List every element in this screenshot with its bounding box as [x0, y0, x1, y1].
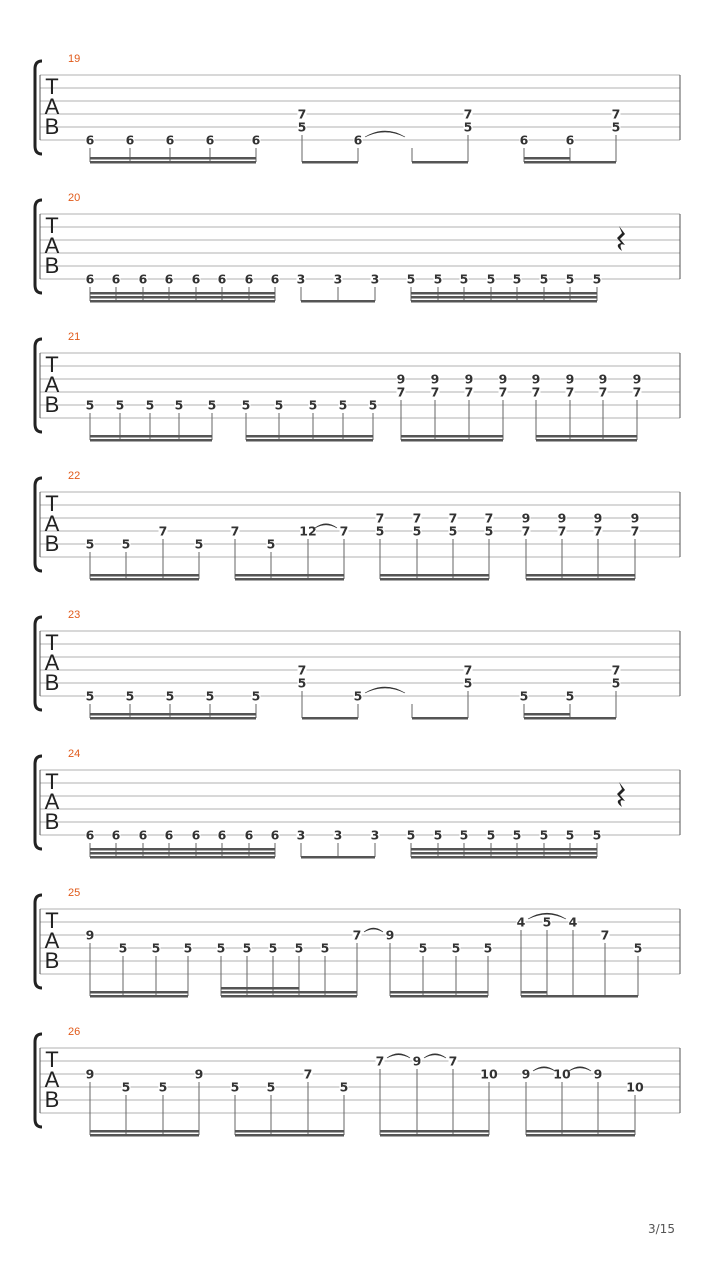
tab-system [35, 609, 680, 720]
fret-number: 5 [448, 523, 458, 539]
tab-clef-letter: B [44, 670, 60, 695]
beam [90, 161, 256, 164]
beam [536, 439, 637, 442]
fret-number: 9 [85, 1066, 95, 1082]
beam [235, 574, 344, 577]
fret-number: 9 [521, 1066, 531, 1082]
fret-number: 5 [230, 1079, 240, 1095]
beam [90, 995, 188, 998]
beam [524, 157, 570, 160]
fret-number: 5 [542, 914, 552, 930]
fret-number: 9 [385, 927, 395, 943]
fret-number: 5 [125, 688, 135, 704]
fret-number: 7 [430, 384, 440, 400]
beam [412, 717, 468, 720]
fret-number: 5 [115, 397, 125, 413]
fret-number: 6 [191, 271, 201, 287]
fret-number: 5 [297, 119, 307, 135]
fret-number: 6 [191, 827, 201, 843]
measure-number: 19 [68, 53, 81, 65]
tie-arc [569, 1067, 591, 1071]
beam [221, 995, 357, 998]
fret-number: 5 [512, 271, 522, 287]
measure-number: 25 [68, 887, 81, 899]
fret-number: 3 [333, 271, 343, 287]
beam [390, 995, 488, 998]
fret-number: 5 [353, 688, 363, 704]
fret-number: 3 [296, 271, 306, 287]
beam [90, 157, 256, 160]
fret-number: 5 [242, 940, 252, 956]
fret-number: 6 [270, 827, 280, 843]
fret-number: 6 [164, 827, 174, 843]
fret-number: 5 [512, 827, 522, 843]
fret-number: 6 [353, 132, 363, 148]
tie-arc [387, 1054, 410, 1058]
fret-number: 3 [370, 271, 380, 287]
fret-number: 5 [85, 397, 95, 413]
beam [521, 991, 547, 994]
measure-number: 23 [68, 609, 81, 621]
fret-number: 5 [611, 675, 621, 691]
fret-number: 5 [266, 1079, 276, 1095]
fret-number: 7 [484, 510, 494, 526]
fret-number: 7 [464, 384, 474, 400]
tab-clef-letter: T [45, 352, 59, 377]
fret-number: 5 [539, 271, 549, 287]
tab-clef-letter: T [45, 1047, 59, 1072]
fret-number: 5 [483, 940, 493, 956]
fret-number: 5 [205, 688, 215, 704]
tie-arc [533, 1067, 555, 1071]
tab-system [35, 748, 680, 859]
fret-number: 7 [598, 384, 608, 400]
beam [302, 717, 358, 720]
beam [90, 991, 188, 994]
tab-clef-letter: A [44, 511, 60, 536]
fret-number: 7 [611, 106, 621, 122]
measure-number: 26 [68, 1026, 81, 1038]
fret-number: 5 [320, 940, 330, 956]
fret-number: 5 [406, 827, 416, 843]
fret-number: 5 [251, 688, 261, 704]
fret-number: 6 [270, 271, 280, 287]
tab-system [35, 53, 680, 164]
fret-number: 6 [85, 271, 95, 287]
beam [411, 300, 597, 303]
beam [524, 713, 570, 716]
fret-number: 7 [303, 1066, 313, 1082]
beam [412, 161, 468, 164]
beam [90, 1130, 199, 1133]
beam [526, 574, 635, 577]
fret-number: 6 [217, 271, 227, 287]
fret-number: 9 [521, 510, 531, 526]
fret-number: 7 [297, 662, 307, 678]
tab-clef-letter: A [44, 650, 60, 675]
fret-number: 7 [463, 106, 473, 122]
fret-number: 5 [274, 397, 284, 413]
fret-number: 7 [352, 927, 362, 943]
fret-number: 7 [557, 523, 567, 539]
fret-number: 4 [568, 914, 578, 930]
fret-number: 7 [630, 523, 640, 539]
fret-number: 5 [207, 397, 217, 413]
fret-number: 7 [521, 523, 531, 539]
beam [526, 578, 635, 581]
fret-number: 5 [486, 271, 496, 287]
tab-clef-letter: T [45, 630, 59, 655]
fret-number: 5 [484, 523, 494, 539]
fret-number: 5 [268, 940, 278, 956]
fret-number: 6 [85, 132, 95, 148]
fret-number: 5 [433, 271, 443, 287]
beam [526, 1134, 635, 1137]
fret-number: 5 [158, 1079, 168, 1095]
fret-number: 7 [531, 384, 541, 400]
tab-clef-letter: B [44, 114, 60, 139]
fret-number: 9 [632, 371, 642, 387]
beam [524, 717, 616, 720]
tab-clef-letter: T [45, 213, 59, 238]
fret-number: 5 [406, 271, 416, 287]
fret-number: 5 [592, 271, 602, 287]
beam [380, 574, 489, 577]
fret-number: 6 [85, 827, 95, 843]
beam [246, 439, 373, 442]
beam [411, 848, 597, 851]
beam [302, 161, 358, 164]
beam [221, 987, 299, 990]
tab-system [35, 887, 680, 998]
tab-clef-letter: B [44, 531, 60, 556]
beam [524, 161, 616, 164]
fret-number: 3 [296, 827, 306, 843]
fret-number: 4 [516, 914, 526, 930]
tab-clef-letter: A [44, 233, 60, 258]
fret-number: 5 [151, 940, 161, 956]
tab-system [35, 331, 680, 442]
tie-arc [365, 687, 405, 693]
fret-number: 5 [592, 827, 602, 843]
fret-number: 6 [138, 827, 148, 843]
tab-clef-letter: A [44, 1067, 60, 1092]
fret-number: 5 [459, 271, 469, 287]
fret-number: 5 [216, 940, 226, 956]
tab-clef-letter: T [45, 74, 59, 99]
fret-number: 9 [85, 927, 95, 943]
beam [411, 852, 597, 855]
beam [380, 1130, 489, 1133]
fret-number: 9 [396, 371, 406, 387]
fret-number: 7 [412, 510, 422, 526]
fret-number: 9 [565, 371, 575, 387]
fret-number: 3 [333, 827, 343, 843]
fret-number: 9 [412, 1053, 422, 1069]
fret-number: 6 [138, 271, 148, 287]
fret-number: 5 [194, 536, 204, 552]
tab-clef-letter: T [45, 491, 59, 516]
beam [90, 856, 275, 859]
fret-number: 9 [430, 371, 440, 387]
fret-number: 5 [565, 688, 575, 704]
fret-number: 7 [600, 927, 610, 943]
fret-number: 5 [368, 397, 378, 413]
measure-number: 22 [68, 470, 81, 482]
fret-number: 7 [463, 662, 473, 678]
fret-number: 5 [297, 675, 307, 691]
fret-number: 7 [565, 384, 575, 400]
beam [90, 574, 199, 577]
fret-number: 5 [85, 688, 95, 704]
fret-number: 9 [598, 371, 608, 387]
fret-number: 9 [593, 1066, 603, 1082]
fret-number: 12 [299, 523, 317, 539]
fret-number: 5 [145, 397, 155, 413]
fret-number: 5 [611, 119, 621, 135]
tab-clef-letter: B [44, 809, 60, 834]
fret-number: 5 [85, 536, 95, 552]
page-number: 3/15 [648, 1222, 675, 1236]
beam [90, 439, 212, 442]
tab-clef-letter: B [44, 948, 60, 973]
fret-number: 5 [418, 940, 428, 956]
fret-number: 5 [633, 940, 643, 956]
fret-number: 5 [451, 940, 461, 956]
beam [90, 292, 275, 295]
fret-number: 5 [565, 271, 575, 287]
tab-clef-letter: T [45, 769, 59, 794]
fret-number: 7 [230, 523, 240, 539]
beam [536, 435, 637, 438]
tab-system [35, 470, 680, 581]
fret-number: 6 [125, 132, 135, 148]
fret-number: 5 [486, 827, 496, 843]
quarter-rest [617, 226, 625, 251]
fret-number: 9 [557, 510, 567, 526]
fret-number: 5 [463, 675, 473, 691]
tie-arc [365, 131, 405, 137]
fret-number: 6 [111, 271, 121, 287]
fret-number: 10 [626, 1079, 644, 1095]
beam [90, 578, 199, 581]
beam [90, 435, 212, 438]
measure-number: 20 [68, 192, 81, 204]
fret-number: 7 [339, 523, 349, 539]
fret-number: 5 [412, 523, 422, 539]
tab-clef-letter: A [44, 928, 60, 953]
fret-number: 9 [194, 1066, 204, 1082]
tab-system [35, 192, 680, 303]
fret-number: 5 [165, 688, 175, 704]
beam [90, 1134, 199, 1137]
fret-number: 6 [205, 132, 215, 148]
fret-number: 7 [632, 384, 642, 400]
fret-number: 5 [241, 397, 251, 413]
fret-number: 7 [158, 523, 168, 539]
fret-number: 5 [433, 827, 443, 843]
fret-number: 6 [244, 827, 254, 843]
fret-number: 5 [118, 940, 128, 956]
fret-number: 7 [375, 510, 385, 526]
beam [401, 435, 503, 438]
beam [235, 1130, 344, 1133]
fret-number: 6 [519, 132, 529, 148]
fret-number: 5 [463, 119, 473, 135]
quarter-rest [617, 782, 625, 807]
fret-number: 9 [531, 371, 541, 387]
fret-number: 5 [375, 523, 385, 539]
fret-number: 9 [498, 371, 508, 387]
fret-number: 6 [165, 132, 175, 148]
fret-number: 9 [593, 510, 603, 526]
tab-clef-letter: A [44, 789, 60, 814]
fret-number: 7 [498, 384, 508, 400]
beam [521, 995, 638, 998]
tab-clef-letter: B [44, 253, 60, 278]
beam [90, 848, 275, 851]
fret-number: 7 [611, 662, 621, 678]
fret-number: 5 [338, 397, 348, 413]
tab-system [35, 1026, 680, 1137]
measure-number: 21 [68, 331, 81, 343]
fret-number: 5 [174, 397, 184, 413]
beam [390, 991, 488, 994]
beam [90, 852, 275, 855]
fret-number: 6 [111, 827, 121, 843]
fret-number: 6 [244, 271, 254, 287]
beam [526, 1130, 635, 1133]
measure-number: 24 [68, 748, 81, 760]
fret-number: 7 [593, 523, 603, 539]
fret-number: 7 [396, 384, 406, 400]
tab-clef-letter: A [44, 94, 60, 119]
fret-number: 5 [565, 827, 575, 843]
beam [301, 300, 375, 303]
fret-number: 5 [121, 1079, 131, 1095]
fret-number: 5 [339, 1079, 349, 1095]
fret-number: 5 [308, 397, 318, 413]
beam [380, 1134, 489, 1137]
fret-number: 10 [553, 1066, 571, 1082]
fret-number: 5 [183, 940, 193, 956]
beam [235, 578, 344, 581]
fret-number: 7 [448, 510, 458, 526]
fret-number: 6 [251, 132, 261, 148]
beam [246, 435, 373, 438]
tab-clef-letter: A [44, 372, 60, 397]
beam [301, 856, 375, 859]
beam [401, 439, 503, 442]
fret-number: 6 [565, 132, 575, 148]
fret-number: 6 [217, 827, 227, 843]
fret-number: 5 [294, 940, 304, 956]
fret-number: 9 [630, 510, 640, 526]
beam [411, 296, 597, 299]
tab-clef-letter: B [44, 1087, 60, 1112]
tab-clef-letter: T [45, 908, 59, 933]
fret-number: 9 [464, 371, 474, 387]
beam [411, 856, 597, 859]
fret-number: 7 [297, 106, 307, 122]
beam [90, 713, 256, 716]
tab-clef-letter: B [44, 392, 60, 417]
fret-number: 5 [121, 536, 131, 552]
tie-arc [424, 1054, 446, 1058]
tie-arc [315, 524, 337, 528]
beam [90, 717, 256, 720]
beam [380, 578, 489, 581]
beam [90, 300, 275, 303]
beam [221, 991, 357, 994]
beam [411, 292, 597, 295]
tie-arc [364, 928, 383, 932]
beam [235, 1134, 344, 1137]
fret-number: 10 [480, 1066, 498, 1082]
fret-number: 7 [448, 1053, 458, 1069]
beam [90, 296, 275, 299]
fret-number: 3 [370, 827, 380, 843]
fret-number: 5 [459, 827, 469, 843]
fret-number: 5 [539, 827, 549, 843]
fret-number: 5 [519, 688, 529, 704]
fret-number: 7 [375, 1053, 385, 1069]
fret-number: 6 [164, 271, 174, 287]
fret-number: 5 [266, 536, 276, 552]
